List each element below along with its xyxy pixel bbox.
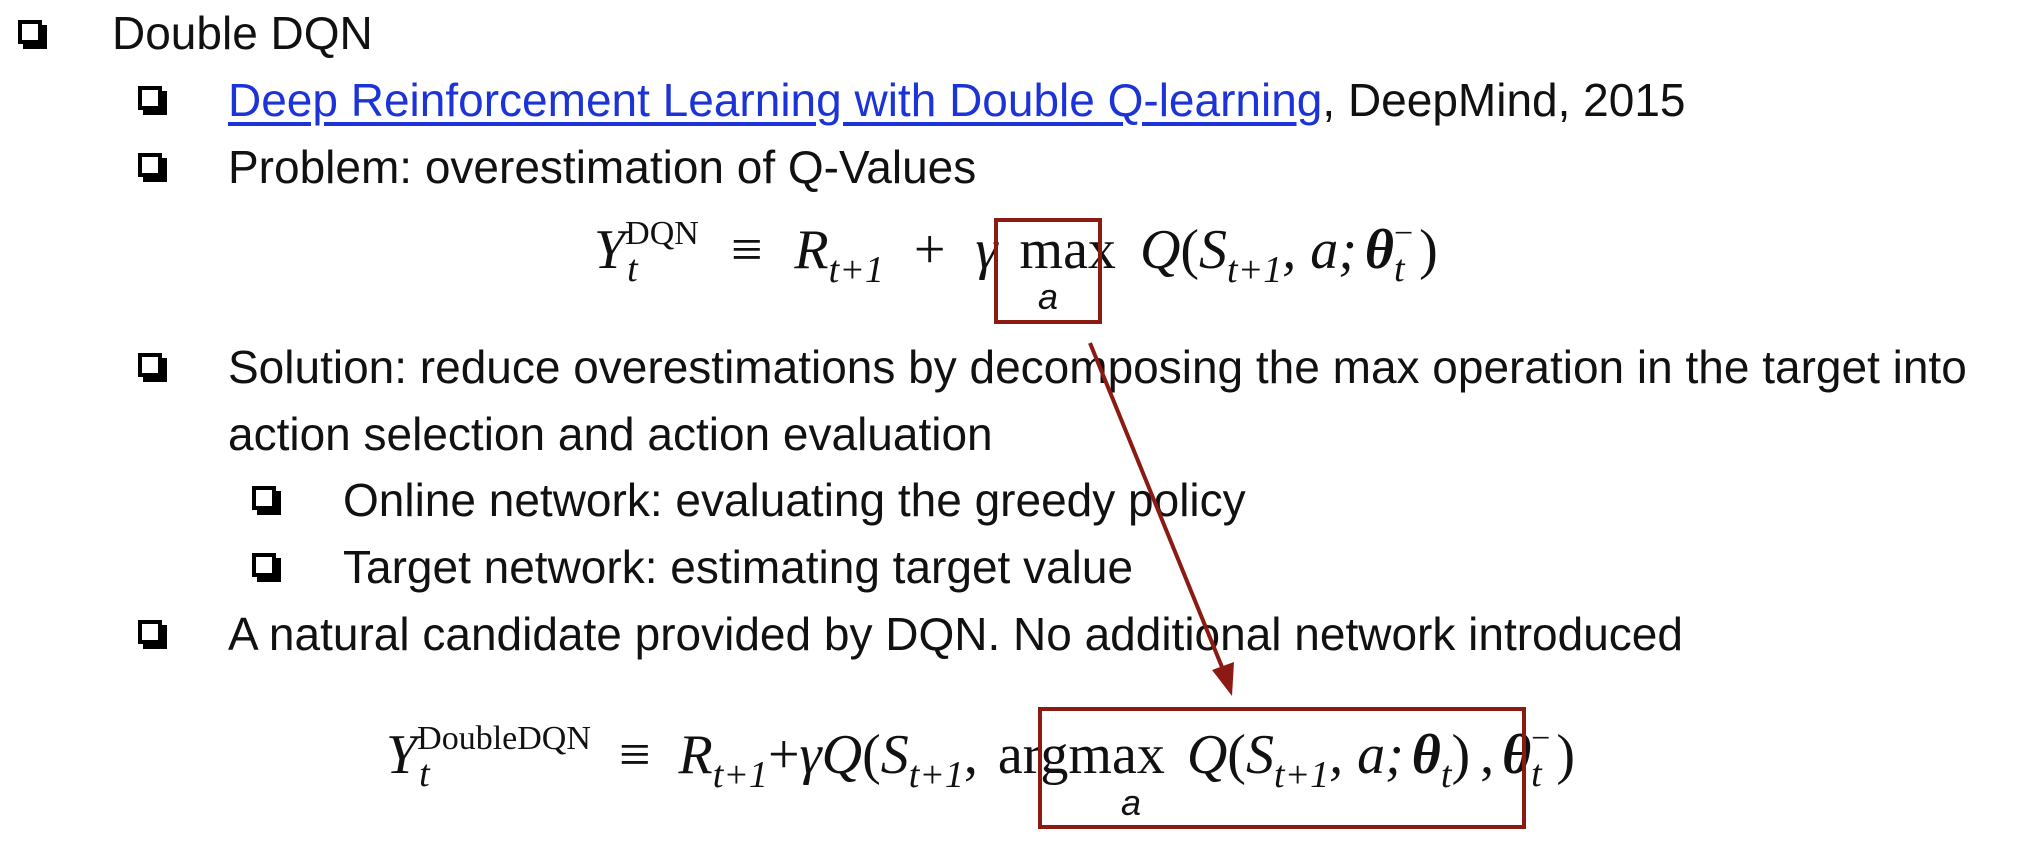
arrow-head xyxy=(1212,662,1234,696)
solution-line1: Solution: reduce overestimations by decomposing the max operation in the target into xyxy=(228,341,1967,393)
target-text: Target network: estimating target value xyxy=(343,541,1134,593)
candidate-text: A natural candidate provided by DQN. No additional network introduced xyxy=(228,608,1683,660)
dqn-equation: $Y^{DQN}$ t ≡ $R_{t+1} + \gamma$ $\max Q(S_{t+1}$, a; θ− t ) xyxy=(594,215,1438,291)
paper-suffix: , DeepMind, 2015 xyxy=(1322,74,1686,126)
title-text: Double DQN xyxy=(112,7,373,59)
argmax-operator: argmax xyxy=(997,724,1165,786)
arrow-line xyxy=(1090,343,1224,672)
online-text: Online network: evaluating the greedy policy xyxy=(343,474,1246,526)
double-dqn-equation: $Y^{DoubleDQN}$ t ≡ $R_{t+1}+\gamma Q(S_{t+1}$, argmax $Q(S_{t+1}$, a; $\theta_t$) , θ− t ) xyxy=(386,720,1576,796)
paper-link[interactable]: Deep Reinforcement Learning with Double Q-learning xyxy=(228,74,1323,126)
argmax-subscript: a xyxy=(1121,782,1142,823)
problem-text: Problem: overestimation of Q-Values xyxy=(228,141,977,193)
max-operator: max xyxy=(1019,219,1116,281)
max-subscript: a xyxy=(1038,276,1059,317)
solution-line2: action selection and action evaluation xyxy=(228,408,993,460)
